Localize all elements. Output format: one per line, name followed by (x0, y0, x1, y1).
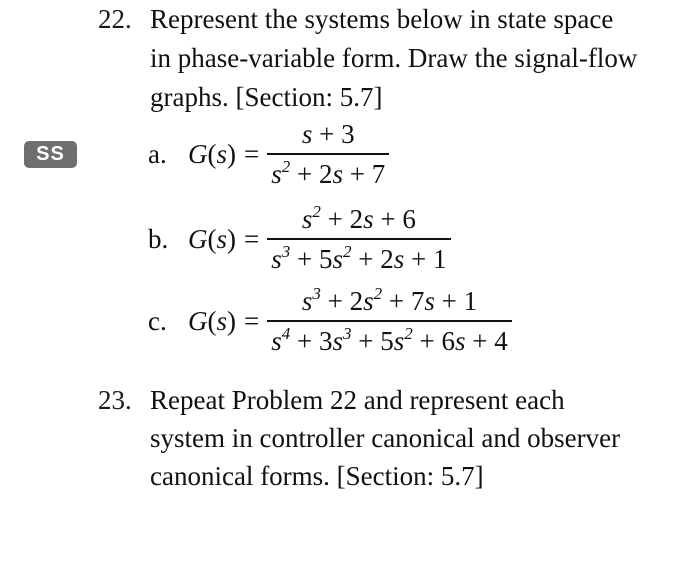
fraction (267, 285, 512, 357)
equation-lhs: G(s) (188, 138, 237, 169)
denominator: $s^2 + 2s + 7$ (271, 157, 386, 189)
problem-text-line: in phase-variable form. Draw the signal-flow (150, 43, 638, 73)
fraction (267, 203, 450, 275)
problem-number: 23. (98, 385, 132, 415)
problem-number: 22. (98, 4, 132, 34)
equals-sign: = (244, 223, 260, 254)
problem-text-line: system in controller canonical and observer (150, 423, 621, 453)
numerator: s + 3 (301, 119, 355, 149)
ss-badge (24, 141, 77, 168)
numerator: $s^2 + 2s + 6$ (301, 202, 416, 234)
equation-c (148, 285, 512, 357)
equals-sign: = (244, 138, 260, 169)
equation-a (148, 118, 389, 190)
problem-text-line: Repeat Problem 22 and represent each (150, 385, 565, 415)
equation-lhs: G(s) (188, 305, 237, 336)
numerator: $s^3 + 2s^2 + 7s + 1$ (301, 284, 478, 316)
problem-text-line: graphs. [Section: 5.7] (150, 82, 383, 112)
fraction (267, 118, 389, 190)
badge-label: SS (36, 143, 65, 165)
part-label: a. (148, 138, 167, 169)
denominator: $s^3 + 5s^2 + 2s + 1$ (271, 242, 447, 274)
part-label: b. (148, 223, 169, 254)
problem-text-line: Represent the systems below in state space (150, 4, 614, 34)
equation-b (148, 203, 451, 275)
problem-text-line: canonical forms. [Section: 5.7] (150, 461, 484, 491)
part-label: c. (148, 305, 167, 336)
equation-lhs: G(s) (188, 223, 237, 254)
denominator: $s^4 + 3s^3 + 5s^2 + 6s + 4$ (271, 324, 508, 356)
equals-sign: = (244, 305, 260, 336)
